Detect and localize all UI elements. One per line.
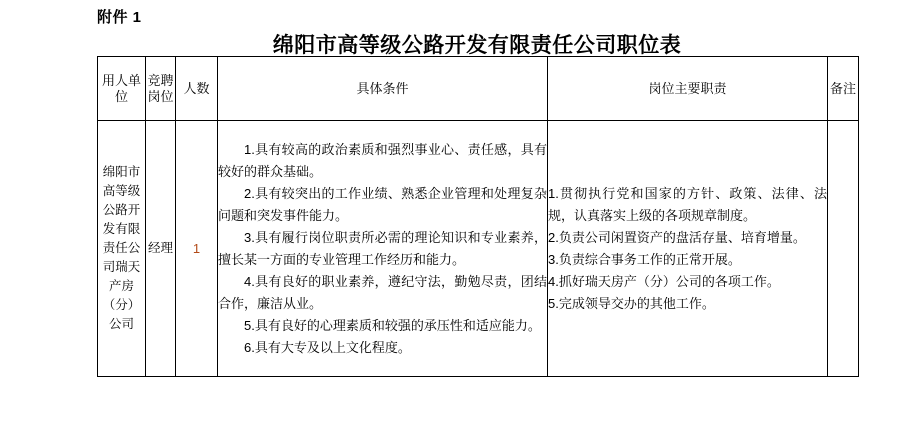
- header-label-post: 竞聘岗位: [147, 72, 174, 104]
- header-cell-duties: [548, 57, 828, 121]
- header-label-unit: 用人单位: [101, 72, 141, 104]
- condition-item: 4.具有良好的职业素养，遵纪守法，勤勉尽责，团结合作，廉洁从业。: [218, 273, 547, 311]
- cell-unit: 绵阳市高等级公路开发有限责任公司瑞天产房（分）公司: [98, 121, 146, 377]
- cell-count: 1: [176, 121, 218, 377]
- condition-item: 6.具有大专及以上文化程度。: [244, 339, 411, 355]
- cell-duties: [548, 121, 828, 377]
- condition-item: 2.具有较突出的工作业绩、熟悉企业管理和处理复杂问题和突发事件能力。: [218, 185, 547, 223]
- duty-item: 4.抓好瑞天房产（分）公司的各项工作。: [548, 273, 780, 289]
- duty-item: 1.贯彻执行党和国家的方针、政策、法律、法规，认真落实上级的各项规章制度。: [548, 185, 827, 223]
- header-cell-post: [146, 57, 176, 121]
- cell-post: 经理: [146, 121, 176, 377]
- header-label-duties: 岗位主要职责: [648, 80, 727, 96]
- header-cell-remark: [828, 57, 859, 121]
- job-position-table: [97, 56, 859, 377]
- header-label-remark: 备注: [829, 80, 856, 96]
- cell-conditions: [218, 121, 548, 377]
- table-row: [98, 121, 859, 377]
- duty-item: 2.负责公司闲置资产的盘活存量、培育增量。: [548, 229, 806, 245]
- header-label-count: 人数: [183, 80, 210, 96]
- attachment-label: 附件 1: [97, 9, 142, 26]
- duty-item: 5.完成领导交办的其他工作。: [548, 295, 715, 311]
- page-title: 绵阳市高等级公路开发有限责任公司职位表: [272, 34, 682, 57]
- table-header-row: [98, 57, 859, 121]
- header-cell-unit: [98, 57, 146, 121]
- cell-remark: [828, 121, 859, 377]
- header-cell-conditions: [218, 57, 548, 121]
- header-label-conditions: 具体条件: [356, 80, 409, 96]
- condition-item: 1.具有较高的政治素质和强烈事业心、责任感，具有较好的群众基础。: [218, 141, 547, 179]
- condition-item: 5.具有良好的心理素质和较强的承压性和适应能力。: [244, 317, 541, 333]
- header-cell-count: [176, 57, 218, 121]
- duty-item: 3.负责综合事务工作的正常开展。: [548, 251, 741, 267]
- condition-item: 3.具有履行岗位职责所必需的理论知识和专业素养，擅长某一方面的专业管理工作经历和能力。: [218, 229, 547, 267]
